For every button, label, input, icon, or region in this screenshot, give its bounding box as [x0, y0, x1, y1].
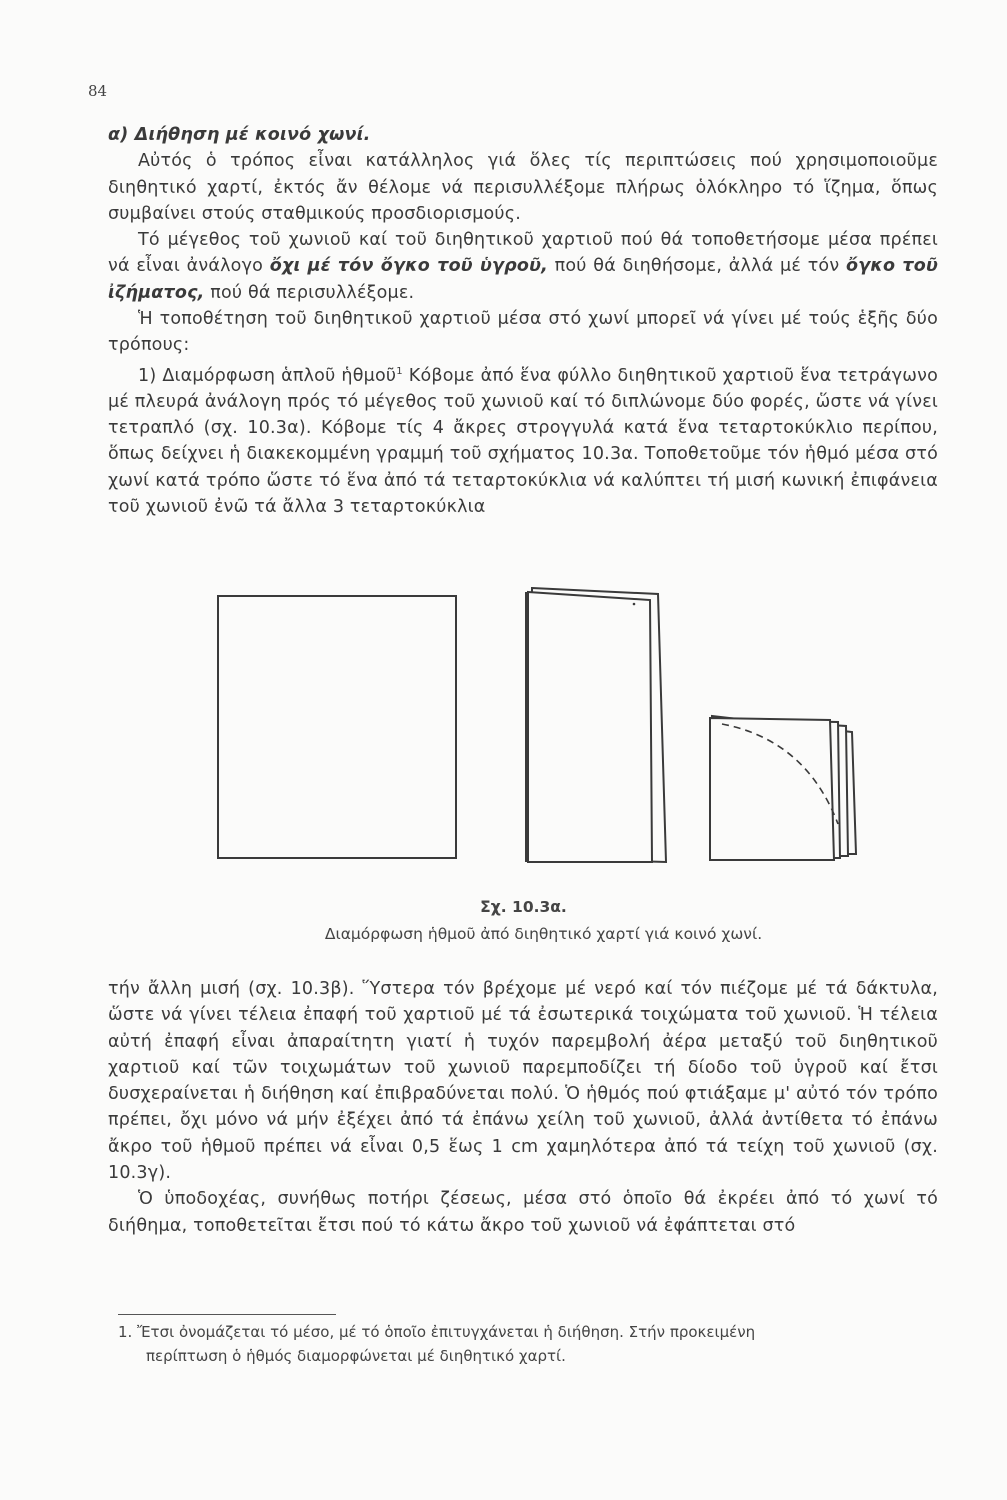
- text-block-bottom: [108, 976, 938, 1239]
- footnote-line: περίπτωση ὁ ἡθμός διαμορφώνεται μέ διηθητικό χαρτί.: [146, 1347, 566, 1365]
- paragraph: τήν ἄλλη μισή (σχ. 10.3β). Ὕστερα τόν βρέχομε μέ νερό καί τόν πιέζομε μέ τά δάκτυλα, ὥστε νά γίνει τέλεια ἐπαφή τοῦ χαρτιοῦ μέ τά ἐσωτερικά τοιχώματα τοῦ χωνιοῦ. Ἡ τέλεια αὐτή ἐπαφή εἶναι ἀπαραίτητη γιατί ἡ τυχόν παρεμβολή ἀέρα μεταξύ τοῦ διηθητικοῦ χαρτιοῦ καί τῶν τοιχωμάτων τοῦ χωνιοῦ παρεμποδίζει τή δίοδο τοῦ ὑγροῦ καί ἔτσι δυσχεραίνεται ἡ διήθηση καί ἐπιβραδύνεται πολύ. Ὁ ἡθμός πού φτιάξαμε μ' αὐτό τόν τρόπο πρέπει, ὄχι μόνο νά μήν ἐξέχει ἀπό τά ἐπάνω χείλη τοῦ χωνιοῦ, ἀλλά ἀντίθετα τό ἐπάνω ἄκρο τοῦ ἡθμοῦ πρέπει νά εἶναι 0,5 ἕως 1 cm χαμηλότερα ἀπό τά τείχη τοῦ χωνιοῦ (σχ. 10.3γ).: [108, 979, 938, 1184]
- paragraph: [108, 227, 938, 306]
- folded-sheet-quarter: [710, 716, 856, 860]
- paragraph: [108, 359, 938, 521]
- footnote-line: 1. Ἔτσι ὀνομάζεται τό μέσο, μέ τό ὁποῖο ἐπιτυγχάνεται ἡ διήθηση. Στήν προκειμένη: [118, 1323, 756, 1341]
- section-heading: α) Διήθηση μέ κοινό χωνί.: [108, 125, 371, 145]
- emphasis-text: ὄγκο τοῦ ἰζήματος,: [108, 256, 938, 303]
- square-sheet: [218, 596, 456, 858]
- paragraph-text: πού θά περισυλλέξομε.: [204, 282, 415, 303]
- emphasis-text: ὄχι μέ τόν ὄγκο τοῦ ὑγροῦ,: [269, 256, 548, 277]
- figure-label: Σχ. 10.3α.: [480, 898, 567, 916]
- text-block-top: [108, 122, 938, 520]
- page-number: 84: [88, 82, 108, 100]
- footnote-divider: [118, 1314, 336, 1315]
- paragraph: Ἡ τοποθέτηση τοῦ διηθητικοῦ χαρτιοῦ μέσα στό χωνί μπορεῖ νά γίνει μέ τούς ἑξῆς δύο τρόπους:: [108, 309, 938, 356]
- paragraph: Ὁ ὑποδοχέας, συνήθως ποτήρι ζέσεως, μέσα στό ὁποῖο θά ἐκρέει ἀπό τό χωνί τό διήθημα, τοποθετεῖται ἔτσι πού τό κάτω ἄκρο τοῦ χωνιοῦ νά ἐφάπτεται στό: [108, 1189, 938, 1236]
- paragraph-text: πού θά διηθήσομε, ἀλλά μέ τόν: [547, 256, 846, 277]
- footnote: [118, 1320, 948, 1368]
- paragraph: Αὐτός ὁ τρόπος εἶναι κατάλληλος γιά ὅλες τίς περιπτώσεις πού χρησιμοποιοῦμε διηθητικό χαρτί, ἐκτός ἄν θέλομε νά περισυλλέξομε πλήρως ὁλόκληρο τό ἵζημα, ὅπως συμβαίνει στούς σταθμικούς προσδιορισμούς.: [108, 151, 938, 224]
- paragraph-text: Τό μέγεθος τοῦ χωνιοῦ καί τοῦ διηθητικοῦ χαρτιοῦ πού θά τοποθετήσομε μέσα πρέπει νά εἶναι ἀνάλογο: [108, 230, 938, 277]
- folded-sheet-half: [526, 588, 666, 862]
- filter-paper-figure: [190, 572, 890, 882]
- footnote-marker: 1: [396, 365, 403, 377]
- paragraph-text: Κόβομε ἀπό ἕνα φύλλο διηθητικοῦ χαρτιοῦ ἕνα τετράγωνο μέ πλευρά ἀνάλογη πρός τό μέγεθος τοῦ χωνιοῦ καί τό διπλώνομε δύο φορές, ὥστε νά γίνει τετραπλό (σχ. 10.3α). Κόβομε τίς 4 ἄκρες στρογγυλά κατά ἕνα τεταρτοκύκλιο περίπου, ὅπως δείχνει ἡ διακεκομμένη γραμμή τοῦ σχήματος 10.3α. Τοποθετοῦμε τόν ἡθμό μέσα στό χωνί κατά τρόπο ὥστε τό ἕνα ἀπό τά τεταρτοκύκλια νά καλύπτει τή μισή κωνική ἐπιφάνεια τοῦ χωνιοῦ ἐνῶ τά ἄλλα 3 τεταρτοκύκλια: [108, 365, 938, 517]
- paragraph-text: 1) Διαμόρφωση ἁπλοῦ ἡθμοῦ: [138, 365, 397, 386]
- figure-caption: Διαμόρφωση ἡθμοῦ ἀπό διηθητικό χαρτί γιά κοινό χωνί.: [324, 925, 763, 943]
